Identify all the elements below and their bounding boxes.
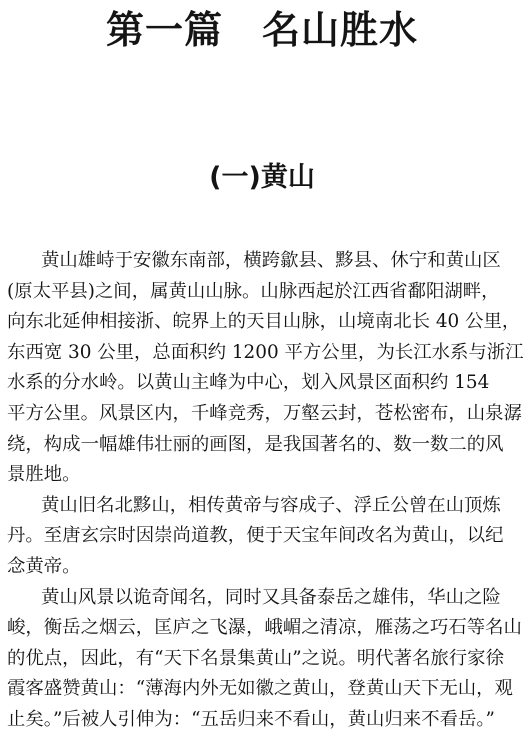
paragraph-3-line-4: 霞客盛赞黄山：“薄海内外无如徽之黄山，登黄山天下无山，观 <box>7 678 513 700</box>
paragraph-3-line-2: 峻，衡岳之烟云，匡庐之飞瀑，峨嵋之清凉，雁荡之巧石等名山 <box>7 617 522 639</box>
paragraph-1-line-5: 水系的分水岭。以黄山主峰为中心，划入风景区面积约 154 <box>7 372 490 394</box>
paragraph-1-line-8: 景胜地。 <box>7 464 81 486</box>
body-text <box>7 246 524 736</box>
paragraph-1-line-1: 黄山雄峙于安徽东南部，横跨歙县、黟县、休宁和黄山区 <box>41 250 501 271</box>
paragraph-2-line-1: 黄山旧名北黟山，相传黄帝与容成子、浮丘公曾在山顶炼 <box>41 494 501 516</box>
paragraph-1-line-6: 平方公里。风景区内，千峰竞秀，万壑云封，苍松密布，山泉潺 <box>7 402 522 424</box>
paragraph-1-line-3: 向东北延伸相接浙、皖界上的天目山脉，山境南北长 40 公里， <box>7 311 521 333</box>
paragraph-3-line-5: 止矣。”后被人引伸为：“五岳归来不看山，黄山归来不看岳。” <box>7 708 495 730</box>
section-title: (一)黄山 <box>209 162 315 193</box>
paragraph-1-line-4: 东西宽 30 公里，总面积约 1200 平方公里，为长江水系与浙江 <box>7 341 524 363</box>
paragraph-1-line-2: (原太平县)之间，属黄山山脉。山脉西起於江西省鄱阳湖畔， <box>7 280 500 302</box>
part-title: 第一篇 名山胜水 <box>105 8 418 52</box>
paragraph-2-line-2: 丹。至唐玄宗时因崇尚道教，便于天宝年间改名为黄山，以纪 <box>7 525 504 547</box>
paragraph-3-line-3: 的优点，因此，有“天下名景集黄山”之说。明代著名旅行家徐 <box>7 647 504 669</box>
paragraph-2-line-3: 念黄帝。 <box>7 555 81 577</box>
paragraph-3-line-1: 黄山风景以诡奇闻名，同时又具备泰岳之雄伟，华山之险 <box>41 586 501 608</box>
paragraph-1-line-7: 绕，构成一幅雄伟壮丽的画图，是我国著名的、数一数二的风 <box>7 433 504 455</box>
